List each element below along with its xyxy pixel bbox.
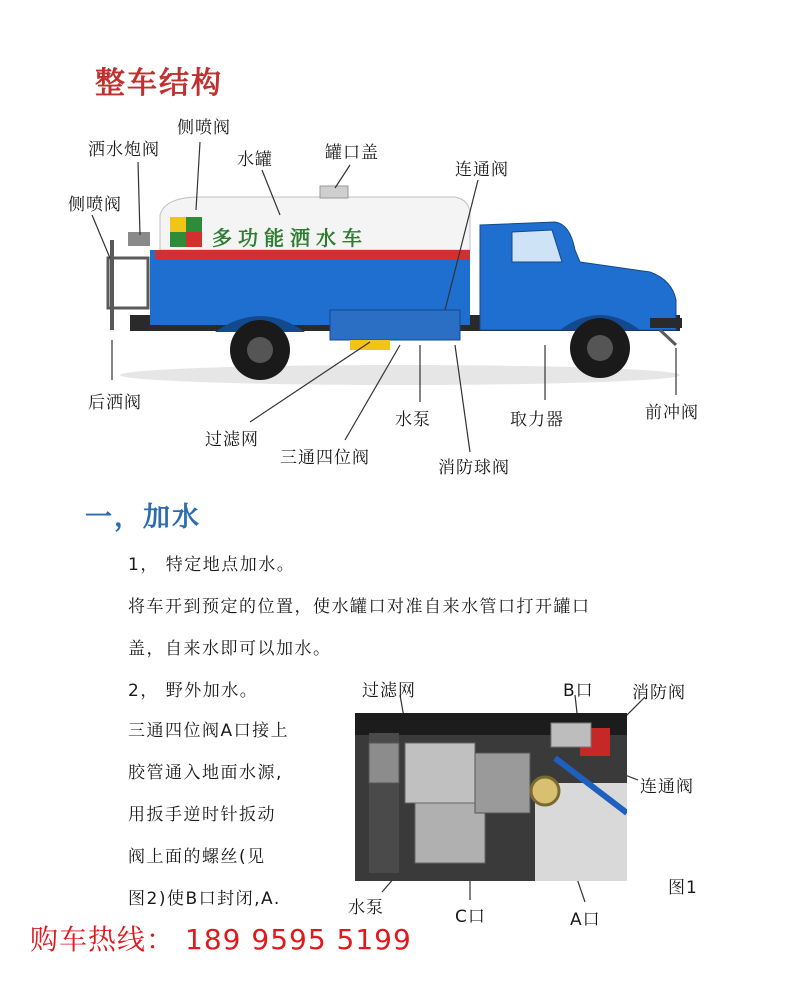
- fig-label-connect-valve: 连通阀: [640, 777, 694, 797]
- label-side-valve-top: 侧喷阀: [177, 118, 231, 138]
- label-front-valve: 前冲阀: [645, 403, 699, 423]
- item2-line: 用扳手逆时针扳动: [128, 805, 276, 825]
- truck-body-text: 多功能洒水车: [212, 226, 368, 250]
- label-connect-valve: 连通阀: [455, 160, 509, 180]
- fig-label-port-c: C口: [455, 907, 486, 927]
- item1-title: 1， 特定地点加水。: [128, 555, 296, 575]
- label-filter: 过滤网: [205, 430, 259, 450]
- item1-body-line2: 盖，自来水即可以加水。: [128, 639, 332, 659]
- logo-block-red: [186, 232, 202, 247]
- logo-block-yellow: [170, 217, 186, 232]
- label-three-way-valve: 三通四位阀: [280, 448, 370, 468]
- front-spray-pipe: [660, 330, 676, 345]
- rear-wheel-hub: [247, 337, 273, 363]
- side-equipment: [330, 310, 460, 340]
- tank-red-stripe: [155, 250, 470, 260]
- label-rear-valve: 后洒阀: [88, 393, 142, 413]
- label-tank-cap: 罐口盖: [325, 143, 379, 163]
- item1-body-line1: 将车开到预定的位置，使水罐口对准自来水管口打开罐口: [128, 597, 591, 617]
- fig-label-fire-valve: 消防阀: [632, 683, 686, 703]
- label-pump: 水泵: [395, 410, 431, 430]
- section-title: 整车结构: [95, 66, 223, 101]
- front-wheel-hub: [587, 335, 613, 361]
- hotline-colon: ：: [146, 923, 176, 956]
- fig-label-port-a: A口: [570, 910, 601, 930]
- label-water-tank: 水罐: [237, 150, 273, 170]
- label-cannon-valve: 洒水炮阀: [88, 140, 160, 160]
- label-fire-valve: 消防球阀: [438, 458, 510, 478]
- figure-caption: 图1: [668, 878, 698, 898]
- item2-title: 2， 野外加水。: [128, 681, 259, 701]
- heading-add-water: 一，加水: [85, 502, 201, 533]
- truck-cab: [480, 222, 676, 330]
- fig-label-filter: 过滤网: [362, 681, 416, 701]
- item2-line: 三通四位阀A口接上: [128, 721, 290, 741]
- item2-line: 胶管通入地面水源,: [128, 763, 283, 783]
- item2-line: 阀上面的螺丝(见: [128, 847, 266, 867]
- tank-cap: [320, 186, 348, 198]
- hotline-number[interactable]: 189 9595 5199: [185, 923, 412, 956]
- fig-label-port-b: B口: [563, 681, 594, 701]
- purchase-hotline: [30, 918, 412, 958]
- figure1-photo: [355, 713, 627, 881]
- pump-box: [350, 340, 390, 350]
- fig-label-pump: 水泵: [348, 898, 384, 918]
- label-side-valve-left: 侧喷阀: [68, 195, 122, 215]
- front-bumper: [650, 318, 682, 328]
- rear-nozzle: [128, 232, 150, 246]
- label-pto: 取力器: [510, 410, 564, 430]
- item2-line: 图2)使B口封闭,A.: [128, 889, 281, 909]
- hotline-label: 购车热线: [30, 923, 147, 956]
